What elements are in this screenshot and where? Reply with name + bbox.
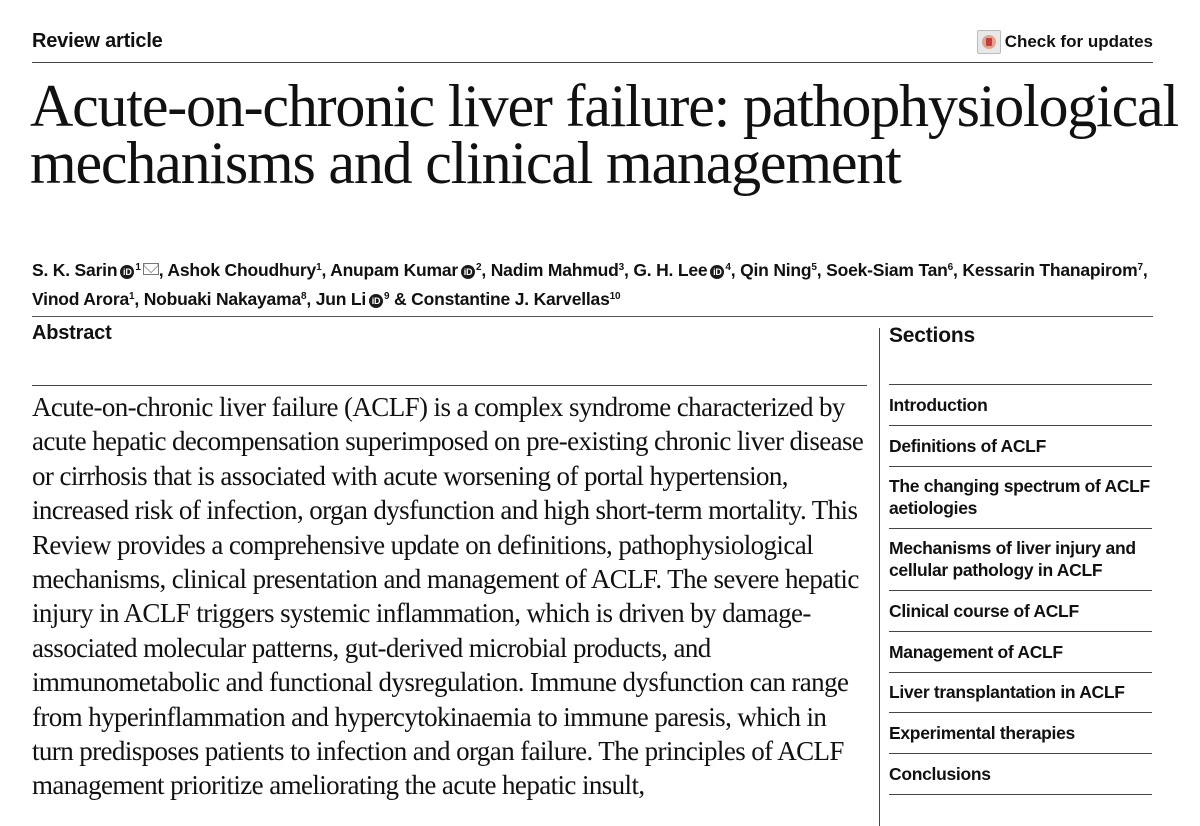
orcid-icon[interactable]: iD xyxy=(461,265,475,279)
section-link[interactable]: The changing spectrum of ACLF aetiologies xyxy=(889,467,1152,529)
author-separator: , xyxy=(158,260,168,280)
divider xyxy=(32,316,1153,317)
author-name[interactable]: G. H. Lee xyxy=(633,260,708,280)
check-for-updates-label: Check for updates xyxy=(1004,32,1153,51)
orcid-icon[interactable]: iD xyxy=(369,294,383,308)
section-link[interactable]: Definitions of ACLF xyxy=(889,426,1152,467)
abstract-text: Acute-on-chronic liver failure (ACLF) is a complex syndrome characterized by acute hepatic decompensation superimposed on pre-existing chronic liver disease or cirrhosis that is associated with acute worsening of portal hypertension, increased risk of infection, organ dysfunction and high short-term mortality. This Review provides a comprehensive update on definitions, pathophysiological mechanisms, clinical presentation and management of ACLF. The severe hepatic injury in ACLF triggers systemic inflammation, which is driven by damage-associated molecular patterns, gut-derived microbial products, and immunometabolic and functional dysregulation. Immune dysfunction can range from hyperinflammation and hypercytokinaemia to immune paresis, which in turn predisposes patients to infection and organ failure. The principles of ACLF management prioritize ameliorating the acute hepatic insult, xyxy=(32,392,864,801)
column-divider xyxy=(879,328,880,826)
author-separator: , xyxy=(1142,260,1148,280)
author-name[interactable]: Qin Ning xyxy=(740,260,812,280)
author-name[interactable]: Nobuaki Nakayama xyxy=(143,289,301,309)
author-list xyxy=(32,256,1157,314)
affiliation-number[interactable]: 1 xyxy=(316,262,322,273)
affiliation-number[interactable]: 1 xyxy=(128,291,135,302)
section-link[interactable]: Conclusions xyxy=(889,754,1152,795)
affiliation-number[interactable]: 2 xyxy=(476,262,482,273)
affiliation-number[interactable]: 4 xyxy=(725,262,731,273)
orcid-icon[interactable]: iD xyxy=(710,265,724,279)
affiliation-number[interactable]: 10 xyxy=(609,291,621,302)
author-separator: , xyxy=(321,260,331,280)
section-link[interactable]: Liver transplantation in ACLF xyxy=(889,673,1152,713)
author-name[interactable]: Anupam Kumar xyxy=(330,260,459,280)
author-name[interactable]: Soek-Siam Tan xyxy=(826,260,948,280)
sections-nav xyxy=(889,384,1152,795)
affiliation-number[interactable]: 9 xyxy=(384,291,390,302)
article-header xyxy=(32,28,1153,63)
article-title: Acute-on-chronic liver failure: pathophysiological mechanisms and clinical management xyxy=(30,73,1178,196)
section-link[interactable]: Management of ACLF xyxy=(889,632,1152,673)
author-name[interactable]: Nadim Mahmud xyxy=(490,260,619,280)
sections-heading: Sections xyxy=(889,324,975,347)
author-name[interactable]: Constantine J. Karvellas xyxy=(411,289,610,309)
section-link[interactable]: Introduction xyxy=(889,385,1152,426)
article-type-label: Review article xyxy=(32,30,163,52)
author-separator: , xyxy=(481,260,491,280)
author-name[interactable]: Ashok Choudhury xyxy=(167,260,317,280)
author-name[interactable]: Vinod Arora xyxy=(32,289,129,309)
affiliation-number[interactable]: 6 xyxy=(947,262,954,273)
author-separator: , xyxy=(953,260,963,280)
author-name[interactable]: Kessarin Thanapirom xyxy=(962,260,1138,280)
author-separator: , xyxy=(730,260,741,280)
author-separator: , xyxy=(306,289,316,309)
author-separator: , xyxy=(816,260,827,280)
affiliation-number[interactable]: 8 xyxy=(300,291,307,302)
affiliation-number[interactable]: 5 xyxy=(811,262,817,273)
affiliation-number[interactable]: 3 xyxy=(618,262,624,273)
author-name[interactable]: Jun Li xyxy=(315,289,367,309)
check-for-updates-button[interactable] xyxy=(977,30,1153,54)
abstract-heading: Abstract xyxy=(32,322,112,344)
affiliation-number[interactable]: 1 xyxy=(135,262,141,273)
divider xyxy=(32,385,867,386)
affiliation-number[interactable]: 7 xyxy=(1137,262,1143,273)
author-separator: & xyxy=(389,289,412,309)
author-name[interactable]: S. K. Sarin xyxy=(32,260,118,280)
author-separator: , xyxy=(134,289,144,309)
crossmark-icon xyxy=(977,30,1001,54)
section-link[interactable]: Mechanisms of liver injury and cellular pathology in ACLF xyxy=(889,529,1152,591)
envelope-icon[interactable] xyxy=(143,263,159,275)
section-link[interactable]: Clinical course of ACLF xyxy=(889,591,1152,632)
orcid-icon[interactable]: iD xyxy=(120,265,134,279)
author-separator: , xyxy=(624,260,634,280)
section-link[interactable]: Experimental therapies xyxy=(889,713,1152,754)
